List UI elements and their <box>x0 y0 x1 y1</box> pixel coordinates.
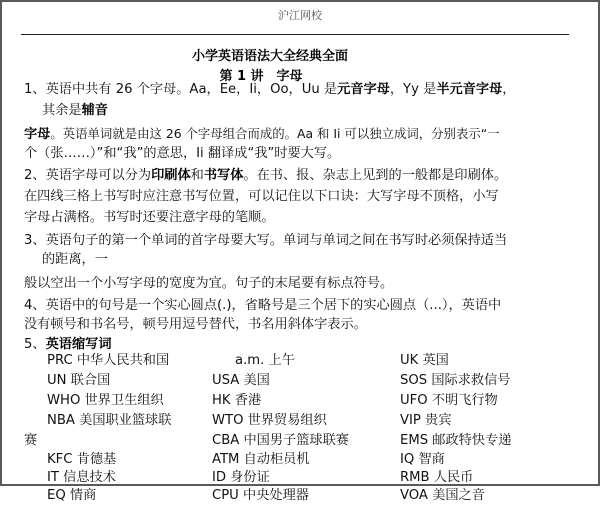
paragraph-2-line-2: 在四线三格上书写时应注意书写位置，可以记住以下口诀：大写字母不顶格，小写 <box>24 189 499 204</box>
abbr-eq: EQ 情商 <box>47 488 97 503</box>
running-header: 沪江网校 <box>278 9 322 22</box>
abbr-atm: ATM 自动柜员机 <box>212 452 310 467</box>
document-title: 小学英语语法大全经典全面 <box>191 49 348 64</box>
abbr-cba: CBA 中国男子篮球联赛 <box>212 433 349 448</box>
paragraph-1-line-1: 1、英语中共有 26 个字母。Aa，Ee，Ii，Oo，Uu 是元音字母，Yy 是半元音字母， <box>24 82 516 97</box>
abbr-am: a.m. 上午 <box>235 353 295 368</box>
abbr-un: UN 联合国 <box>47 373 111 388</box>
abbr-nba: NBA 美国职业篮球联 <box>47 413 172 428</box>
abbr-prc: PRC 中华人民共和国 <box>47 353 170 368</box>
abbr-hk: HK 香港 <box>212 393 262 408</box>
paragraph-1-line-4: 个（张……）”和“我”的意思，Ii 翻译成“我”时要大写。 <box>24 146 341 161</box>
abbr-voa: VOA 美国之音 <box>400 488 485 503</box>
abbr-id: ID 身份证 <box>212 470 270 485</box>
abbr-cpu: CPU 中央处理器 <box>212 488 309 503</box>
abbr-usa: USA 美国 <box>212 373 270 388</box>
paragraph-1-line-2: 其余是辅音 <box>42 103 108 118</box>
lesson-subtitle: 第 1 讲 字母 <box>219 69 303 84</box>
paragraph-3-line-1: 3、英语句子的第一个单词的首字母要大写。单词与单词之间在书写时必须保持适当 <box>24 233 508 248</box>
header-rule <box>21 34 569 35</box>
abbr-rmb: RMB 人民币 <box>400 470 474 485</box>
paragraph-2-line-3: 字母占满格。书写时还要注意字母的笔顺。 <box>24 210 275 225</box>
paragraph-4-line-1: 4、英语中的句号是一个实心圆点(.)，省略号是三个居下的实心圆点（...），英语中 <box>24 298 502 313</box>
abbreviations-heading: 5、英语缩写词 <box>24 337 112 352</box>
paragraph-4-line-2: 没有顿号和书名号，顿号用逗号替代，书名用斜体字表示。 <box>24 317 367 332</box>
abbr-vip: VIP 贵宾 <box>400 413 452 428</box>
abbr-sos: SOS 国际求救信号 <box>400 373 511 388</box>
abbr-kfc: KFC 肯德基 <box>47 452 117 467</box>
paragraph-1-line-3: 字母。英语单词就是由这 26 个字母组合而成的。Aa 和 Ii 可以独立成词，分别表示“一 <box>24 126 500 142</box>
abbr-uk: UK 英国 <box>400 353 449 368</box>
abbr-wto: WTO 世界贸易组织 <box>212 413 327 428</box>
abbr-nba-wrap: 赛 <box>24 433 38 448</box>
abbr-who: WHO 世界卫生组织 <box>47 393 164 408</box>
abbr-it: IT 信息技术 <box>47 470 116 485</box>
abbr-ems: EMS 邮政特快专递 <box>400 433 512 448</box>
abbr-ufo: UFO 不明飞行物 <box>400 393 498 408</box>
abbr-iq: IQ 智商 <box>400 452 445 467</box>
paragraph-2-line-1: 2、英语字母可以分为印刷体和书写体。在书、报、杂志上见到的一般都是印刷体。 <box>24 168 508 183</box>
paragraph-3-line-2: 的距离，一 <box>42 252 108 267</box>
paragraph-3-line-3: 般以空出一个小写字母的宽度为宜。句子的末尾要有标点符号。 <box>24 276 394 291</box>
